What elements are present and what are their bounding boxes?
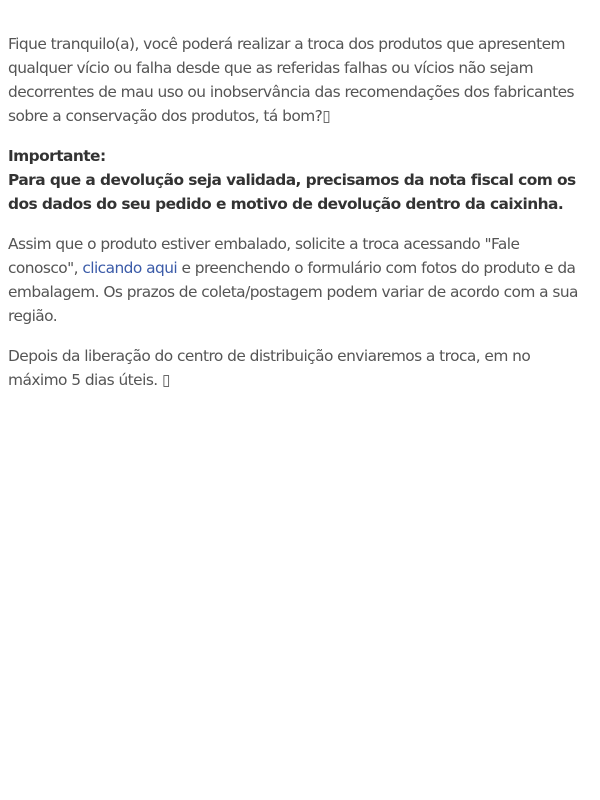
- exchange-paragraph: [8, 32, 592, 128]
- request-text-after: e preenchendo o formulário com fotos do produto e da embalagem. Os prazos de coleta/postagem podem variar de acordo com a sua região.: [8, 259, 578, 325]
- important-text: Para que a devolução seja validada, precisamos da nota fiscal com os dos dados do seu pedido e motivo de devolução dentro da caixinha.: [8, 171, 576, 213]
- important-label: Importante:: [8, 147, 106, 165]
- emoji-placeholder-icon: ▯: [322, 107, 331, 125]
- request-text-before: Assim que o produto estiver embalado, solicite a troca acessando "Fale conosco",: [8, 235, 520, 277]
- important-notice: [8, 144, 592, 216]
- delivery-text: Depois da liberação do centro de distribuição enviaremos a troca, em no máximo 5 dias úteis.: [8, 347, 531, 389]
- emoji-placeholder-icon: ▯: [161, 371, 170, 389]
- request-paragraph: [8, 232, 592, 328]
- delivery-paragraph: [8, 344, 592, 392]
- click-here-link[interactable]: clicando aqui: [82, 259, 178, 277]
- help-article: [0, 0, 600, 392]
- exchange-text: Fique tranquilo(a), você poderá realizar a troca dos produtos que apresentem qualquer vício ou falha desde que as referidas falhas ou vícios não sejam decorrentes de mau uso ou inobservância das recomendações dos fabricantes sobre a conservação dos produtos, tá bom?: [8, 35, 574, 125]
